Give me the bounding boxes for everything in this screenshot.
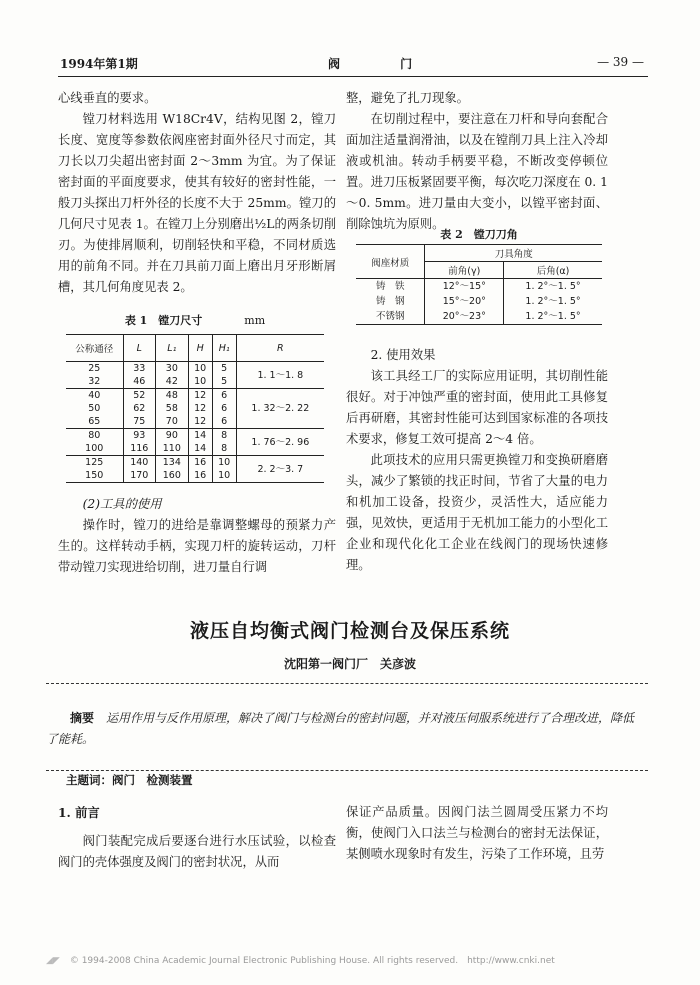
paragraph: 此项技术的应用只需更换镗刀和变换研磨磨头，减少了繁锁的找正时间，节省了大量的电力和机加工设备，投资少，灵活性大，适应能力强，见效快，更适用于无机加工能力的小型化工企业和现代化化工企业在线阀门的现场快速修理。 (346, 453, 608, 572)
article2-left-column (58, 802, 336, 873)
abstract-box (46, 683, 648, 771)
table2-header: 后角(α) (504, 262, 602, 279)
left-column (58, 88, 336, 298)
abstract-text: 运用作用与反作用原理，解决了阀门与检测台的密封问题，并对液压伺服系统进行了合理改进，降低了能耗。 (46, 711, 635, 746)
paragraph: 操作时，镗刀的进给是靠调整螺母的预紧力产生的。这样转动手柄，实现刀杆的旋转运动，刀杆带动镗刀实现进给切削，进刀量自行调 (58, 518, 336, 574)
right-column-lower (346, 345, 608, 576)
paragraph: 镗刀材料选用 W18Cr4V，结构见图 2，镗刀长度、宽度等参数依阀座密封面外径尺寸而定，其刀长以刀尖超出密封面 2～3mm 为宜。为了保证密封面的平面度要求，使其有较好的密封性能，一般刀头探出刀杆外径的长度不大于 25mm。镗刀的几何尺寸见表 1。在镗刀上分别磨出½L的两条切削刃。为使排屑顺利，切削轻快和平稳，不同材质选用的前角不同。并在刀具前刀面上磨出月牙形断屑槽，其几何角度见表 2。 (58, 112, 336, 294)
table1-header: L₁ (156, 335, 189, 362)
paragraph: 心线垂直的要求。 (58, 91, 157, 105)
table1-caption: 表 1 镗刀尺寸 mm (124, 314, 266, 327)
table-row: 铸 钢 15°～20° 1. 2°～1. 5° (356, 294, 602, 309)
page-number: — 39 — (597, 55, 644, 69)
left-column-lower (58, 494, 336, 578)
keywords: 主题词：阀门 检测装置 (66, 773, 193, 787)
table2-header: 刀具角度 (425, 245, 602, 262)
section-heading: 1. 前言 (58, 805, 100, 820)
page-header (58, 52, 648, 77)
article-title: 液压自均衡式阀门检测台及保压系统 (189, 620, 510, 642)
journal-name: 阀 门 (328, 57, 441, 71)
table-row: 80 93 90 14 8 1. 76～2. 96 (66, 429, 324, 443)
paragraph: 该工具经工厂的实际应用证明，其切削性能很好。对于冲蚀严重的密封面，使用此工具修复后再研磨，其密封性能可达到国家标准的各项技术要求，修复工效可提高 2～4 倍。 (346, 369, 608, 446)
table2-header: 阀座材质 (356, 245, 425, 279)
table1-header: H₁ (212, 335, 236, 362)
table-row: 40 52 48 12 6 1. 32～2. 22 (66, 389, 324, 403)
table1-unit: mm (244, 314, 266, 327)
issue-label: 1994年第1期 (60, 57, 138, 71)
copyright-footer: ◢◤ © 1994-2008 China Academic Journal Electronic Publishing House. All rights reserved. http://www.cnki.net (46, 956, 555, 966)
cnki-logo-icon: ◢◤ (46, 956, 60, 966)
subsection-heading: (2)工具的使用 (82, 497, 162, 511)
paragraph: 阀门装配完成后要逐台进行水压试验，以检查阀门的壳体强度及阀门的密封状况，从而 (58, 834, 336, 869)
paragraph: 保证产品质量。因阀门法兰圆周受压紧力不均衡，使阀门入口法兰与检测台的密封无法保证，某侧喷水现象时有发生，污染了工作环境，且劳 (346, 805, 608, 861)
paragraph: 整，避免了扎刀现象。 (346, 91, 469, 105)
table1-header: H (188, 335, 212, 362)
table-row: 150 170 160 16 10 (66, 469, 324, 483)
table-row: 50 62 58 12 6 (66, 402, 324, 415)
table1-header: R (236, 335, 324, 362)
table1 (66, 334, 324, 483)
table-row: 125 140 134 16 10 2. 2～3. 7 (66, 456, 324, 470)
table-row: 铸 铁 12°～15° 1. 2°～1. 5° (356, 279, 602, 295)
abstract-label: 摘要 (70, 711, 95, 725)
table1-header: L (123, 335, 156, 362)
table2-caption: 表 2 镗刀刀角 (440, 228, 518, 241)
table-row: 32 46 42 10 5 (66, 375, 324, 389)
table-row: 65 75 70 12 6 (66, 415, 324, 429)
table-row: 不锈钢 20°～23° 1. 2°～1. 5° (356, 309, 602, 325)
table1-header: 公称通径 (66, 335, 123, 362)
table-row: 100 116 110 14 8 (66, 442, 324, 456)
table2 (356, 244, 602, 325)
article2-right-column (346, 802, 608, 865)
table2-header: 前角(γ) (425, 262, 504, 279)
right-column (346, 88, 608, 235)
article-author: 沈阳第一阀门厂 关彦波 (283, 657, 416, 671)
paragraph: 在切削过程中，要注意在刀杆和导向套配合面加注适量润滑油，以及在镗削刀具上注入冷却液或机油。转动手柄要平稳，不断改变停顿位置。进刀压板紧固要平衡，每次吃刀深度在 0. 1～0. 5mm。进刀量由大变小，以镗平密封面、削除蚀坑为原则。 (346, 112, 608, 231)
section-heading: 2. 使用效果 (370, 348, 436, 362)
table-row: 25 33 30 10 5 1. 1～1. 8 (66, 362, 324, 376)
